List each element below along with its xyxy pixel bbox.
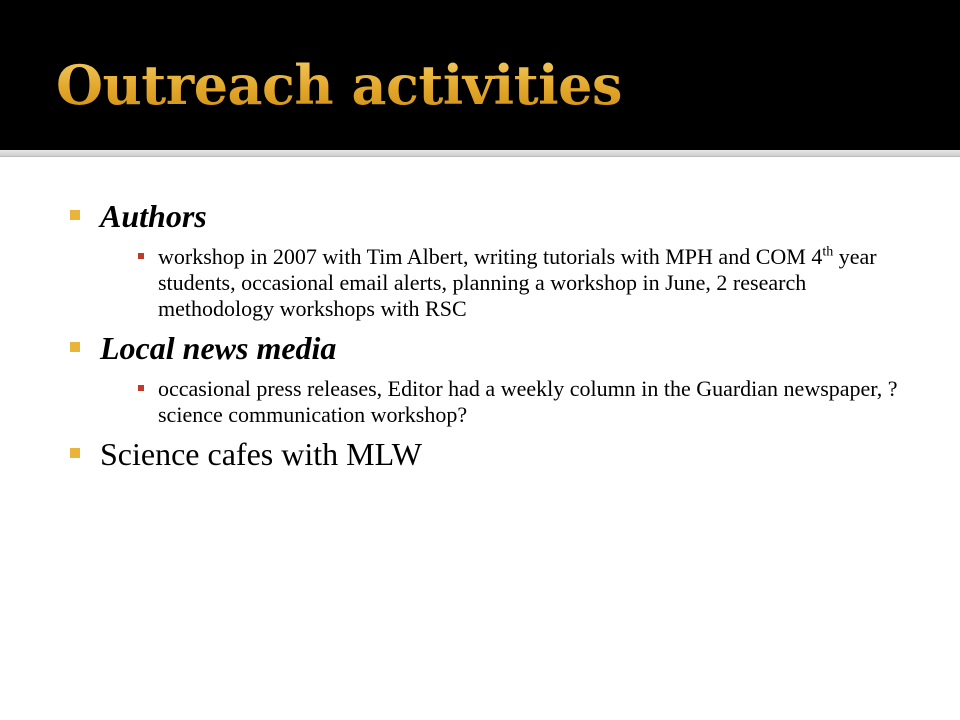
sub-bullet-text: workshop in 2007 with Tim Albert, writing tutorials with MPH and COM 4 <box>158 244 823 269</box>
bullet-heading: Local news media <box>100 330 337 366</box>
bullet-item-local-news-media <box>70 328 910 368</box>
bullet-list <box>70 196 910 474</box>
sub-bullet-item <box>70 244 898 322</box>
square-bullet-icon <box>70 342 80 352</box>
sub-bullet-text-cont: year students, occasional email alerts, planning a workshop in June, 2 research methodology workshops with RSC <box>158 244 877 321</box>
sub-bullet-item <box>70 376 898 428</box>
square-bullet-icon <box>70 210 80 220</box>
bullet-item-science-cafes <box>70 434 910 474</box>
superscript-th: th <box>822 244 834 260</box>
small-square-bullet-icon <box>138 385 144 391</box>
slide-title: Outreach activities <box>56 53 622 117</box>
small-square-bullet-icon <box>138 253 144 259</box>
sub-bullet-text: occasional press releases, Editor had a weekly column in the Guardian newspaper, ?science communication workshop? <box>158 376 898 427</box>
bullet-heading: Science cafes with MLW <box>100 436 422 472</box>
bullet-heading: Authors <box>100 198 207 234</box>
square-bullet-icon <box>70 448 80 458</box>
title-divider <box>0 150 960 157</box>
bullet-item-authors <box>70 196 910 236</box>
